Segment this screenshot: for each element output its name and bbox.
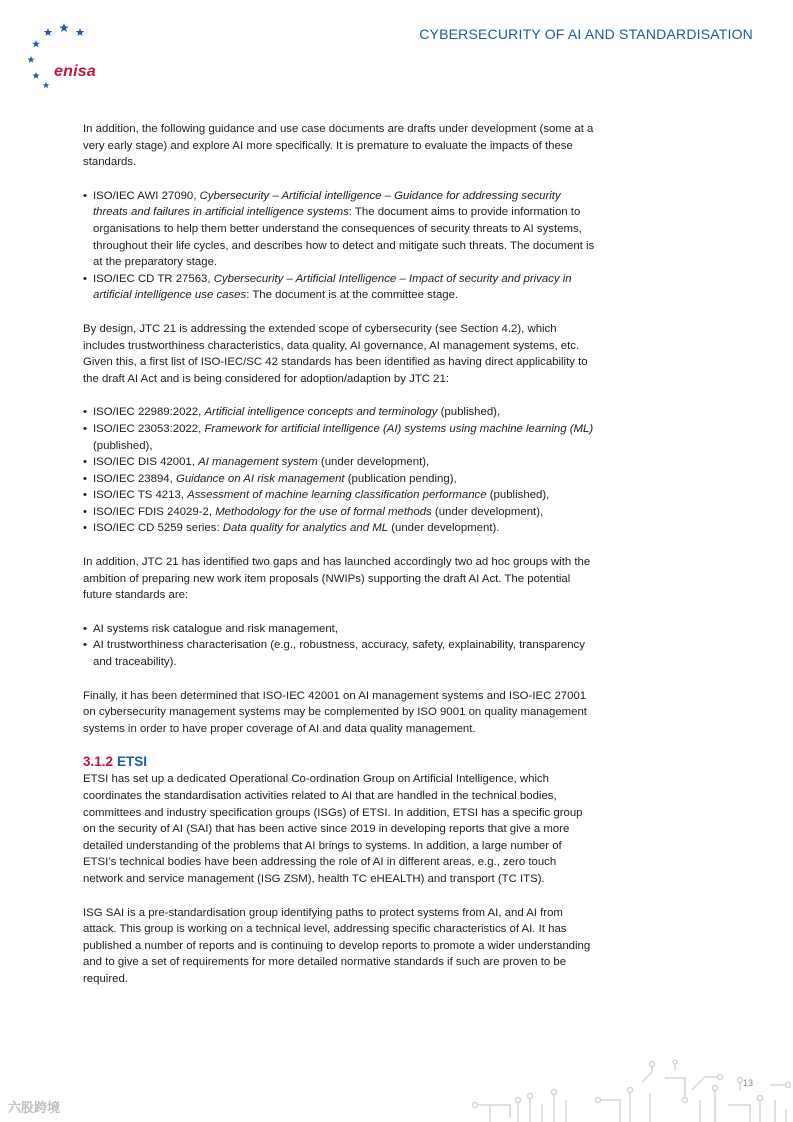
list-item: • AI trustworthiness characterisation (e.g., robustness, accuracy, safety, explainability, transparency and traceability). <box>83 637 595 670</box>
page-content <box>83 121 595 988</box>
finally-paragraph: Finally, it has been determined that ISO-IEC 42001 on AI management systems and ISO-IEC 27001 on cybersecurity management systems may be complemented by ISO 9001 on quality management systems in order to have proper coverage of AI and data quality management. <box>83 689 587 735</box>
section-heading-etsi: 3.1.2 ETSI <box>83 754 148 770</box>
list-item: • ISO/IEC CD 5259 series: Data quality for analytics and ML (under development). <box>83 520 595 537</box>
sc42-list <box>83 404 595 537</box>
logo-wordmark: enisa <box>54 63 96 80</box>
jtc-paragraph: By design, JTC 21 is addressing the extended scope of cybersecurity (see Section 4.2), which includes trustworthiness characteristics, data quality, AI governance, AI management systems, etc. Given this, a first list of ISO-IEC/SC 42 standards has been identified as having direct applicability to the draft AI Act and is being considered for adoption/adaption by JTC 21: <box>83 322 588 385</box>
etsi-paragraph-2: ISG SAI is a pre-standardisation group identifying paths to protect systems from AI, and AI from attack. This group is working on a technical level, addressing specific characteristics of AI. It has published a number of reports and is continuing to develop reports to promote a wider understanding and to give a set of requirements for more detailed normative standards if such are proven to be required. <box>83 906 591 985</box>
watermark: 六股跨境 <box>8 1100 61 1115</box>
list-item: • ISO/IEC DIS 42001, AI management system (under development), <box>83 454 595 471</box>
list-item: • AI systems risk catalogue and risk management, <box>83 621 595 638</box>
list-item: • ISO/IEC TS 4213, Assessment of machine learning classification performance (published), <box>83 487 595 504</box>
page-number: 13 <box>742 1078 753 1088</box>
list-item: • ISO/IEC AWI 27090, Cybersecurity – Artificial intelligence – Guidance for addressing security threats and failures in artificial intelligence systems: The document aims to provide information to organisations to help them better understand the consequences of security threats to AI systems, throughout their life cycles, and describes how to detect and mitigate such threats. The document is at the preparatory stage. <box>83 188 595 271</box>
list-item: • ISO/IEC 22989:2022, Artificial intelligence concepts and terminology (published), <box>83 404 595 421</box>
gaps-list <box>83 621 595 671</box>
circuit-decoration-icon <box>470 1060 793 1122</box>
draft-list <box>83 188 595 304</box>
document-title: CYBERSECURITY OF AI AND STANDARDISATION <box>419 26 753 42</box>
enisa-logo <box>24 20 104 90</box>
gaps-paragraph: In addition, JTC 21 has identified two gaps and has launched accordingly two ad hoc groups with the ambition of preparing new work item proposals (NWIPs) supporting the draft AI Act. The potential future standards are: <box>83 556 591 602</box>
list-item: • ISO/IEC 23894, Guidance on AI risk management (publication pending), <box>83 471 595 488</box>
list-item: • ISO/IEC FDIS 24029-2, Methodology for the use of formal methods (under development), <box>83 504 595 521</box>
intro-paragraph: In addition, the following guidance and use case documents are drafts under development (some at a very early stage) and explore AI more specifically. It is premature to evaluate the impacts of these standards. <box>83 123 594 169</box>
list-item: • ISO/IEC CD TR 27563, Cybersecurity – Artificial Intelligence – Impact of security and privacy in artificial intelligence use cases: The document is at the committee stage. <box>83 271 595 304</box>
etsi-paragraph-1: ETSI has set up a dedicated Operational Co-ordination Group on Artificial Intelligence, which coordinates the standardisation activities related to AI that are handled in the technical bodies, committees and industry specification groups (ISGs) of ETSI. In addition, ETSI has a specific group on the security of AI (SAI) that has been active since 2019 in developing reports that give a more detailed understanding of the problems that AI brings to systems. In addition, a large number of ETSI’s technical bodies have been addressing the role of AI in different areas, e.g., zero touch network and service management (ISG ZSM), health TC eHEALTH) and transport (TC ITS). <box>83 773 583 885</box>
list-item: • ISO/IEC 23053:2022, Framework for artificial intelligence (AI) systems using machine learning (ML) (published), <box>83 421 595 454</box>
